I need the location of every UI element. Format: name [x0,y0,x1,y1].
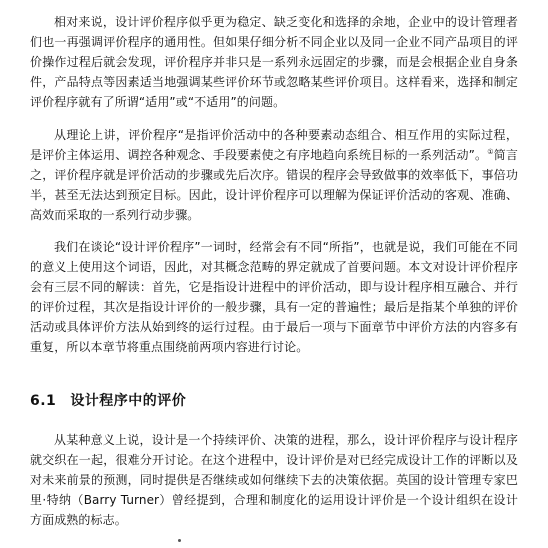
paragraph: 从某种意义上说，设计是一个持续评价、决策的进程，那么，设计评价程序与设计程序就交织在一起，很难分开讨论。在这个进程中，设计评价是对已经完成设计工作的评断以及对未来前景的预测，同时提供是否继续或如何继续下去的决策依据。英国的设计管理专家巴里·特纳（Barry Turner）曾经提到，合理和制度化的运用设计评价是一个设计组织在设计方面成熟的标志。 [30,433,518,527]
paragraph-text: 简言之，评价程序就是评价活动的步骤或先后次序。错误的程序会导致做事的效率低下，事倍功半，甚至无法达到预定目标。因此，设计评价程序可以理解为保证评价活动的客观、准确、高效而采取的一系列行动步骤。 [30,148,518,222]
section-number: 6.1 [30,393,57,409]
paragraph: 相对来说，设计评价程序似乎更为稳定、缺乏变化和选择的余地，企业中的设计管理者们也一再强调评价程序的通用性。但如果仔细分析不同企业以及同一企业不同产品项目的评价操作过程后就会发现，评价程序并非只是一系列永远固定的步骤，而是会根据企业自身条件，产品特点等因素适当地强调某些评价环节或忽略某些评价项目。这样看来，选择和制定评价程序就有了所谓“适用”或“不适用”的问题。 [30,15,518,109]
paragraph [30,125,518,225]
paragraph: 我们在谈论“设计评价程序”一词时，经常会有不同“所指”，也就是说，我们可能在不同的意义上使用这个词语，因此，对其概念范畴的界定就成了首要问题。本文对设计评价程序会有三层不同的解读：首先，它是指设计进程中的评价活动，即与设计程序相互融合、并行的评价过程，其次是指设计评价的一般步骤，具有一定的普遍性；最后是指某个单独的评价活动或具体评价方法从始到终的运行过程。由于最后一项与下面章节中评价方法的内容多有重复，所以本章节将重点围绕前两项内容进行讨论。 [30,240,518,354]
section-heading [30,391,186,411]
page-mark [178,539,181,542]
paragraph-text: 从理论上讲，评价程序“是指评价活动中的各种要素动态组合、相互作用的实际过程，是评价主体运用、调控各种观念、手段要素使之有序地趋向系统目标的一系列活动”。 [30,128,518,162]
section-title: 设计程序中的评价 [70,393,187,409]
footnote-marker: ① [487,148,494,156]
